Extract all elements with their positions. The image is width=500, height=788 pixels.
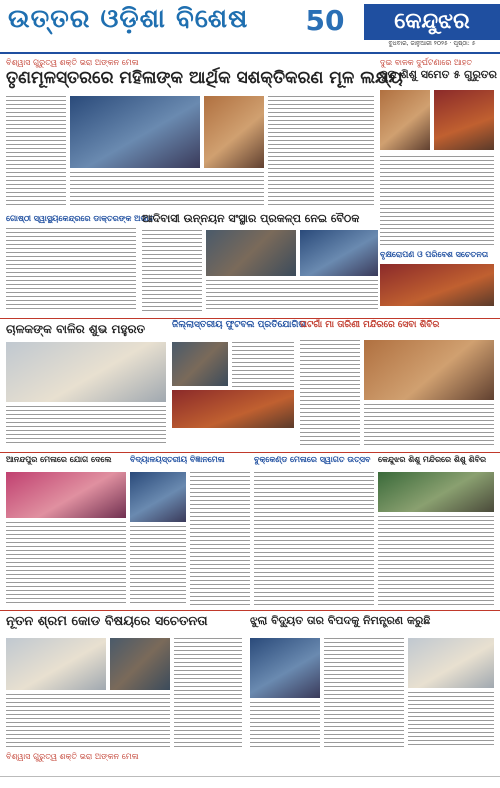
mid-photo-hall bbox=[300, 230, 378, 276]
dateline: ବୁଧବାର, ଜାନୁଆରୀ ୨୦୨୫ · ପୃଷ୍ଠା: ୫ bbox=[388, 40, 476, 47]
bottom-body1b bbox=[174, 638, 242, 748]
row3-body2b bbox=[130, 526, 186, 606]
bottom-body2 bbox=[324, 638, 404, 748]
lead-body-col2 bbox=[70, 172, 264, 208]
right-kicker: ଦୁଇ ବାଳକ ଦୁର୍ଘଟଣାରେ ଆହତ bbox=[380, 58, 473, 67]
lead-headline: ତୃଣମୂଳସ୍ତରରେ ମହିଳାଙ୍କ ଆର୍ଥିକ ସଶକ୍ତିକରଣ ମୂଳ ଲକ୍ଷ୍ୟ bbox=[6, 68, 403, 88]
row3-headline3: ବୁକ୍‌କେଣ୍ଡ ମେଳାରେ ସ୍ୱାଗତ ଉତ୍ସବ bbox=[254, 455, 371, 464]
band-photo-football bbox=[172, 342, 228, 386]
band-headline2: ଜିଲ୍ଲାସ୍ତରୀୟ ଫୁଟବଲ ପ୍ରତିଯୋଗିତା bbox=[172, 320, 306, 330]
row3-body1 bbox=[6, 522, 126, 606]
anniversary-logo: 50 bbox=[305, 4, 345, 37]
bottom-photo-meeting bbox=[110, 638, 170, 690]
left-headline2: ଗୋଷ୍ଠୀ ସ୍ୱାସ୍ଥ୍ୟକେନ୍ଦ୍ରରେ ଡାକ୍ତରଙ୍କ ଅଭାବ bbox=[6, 214, 155, 223]
row3-photo-fair bbox=[6, 472, 126, 518]
lead-body-col1 bbox=[6, 96, 66, 208]
row3-body4 bbox=[378, 516, 494, 606]
band-headline1: ଚାଳକଙ୍କ ବାଳିର ଶୁଭ ମହୁରତ bbox=[6, 322, 146, 336]
row3-body2 bbox=[190, 472, 250, 606]
band-headline3: ଘଟଗାଁ ମା ତାରିଣୀ ମନ୍ଦିରରେ ସେବା ଶିବିର bbox=[300, 320, 440, 330]
mid-body2b bbox=[206, 280, 378, 312]
left-body2 bbox=[6, 228, 136, 312]
section-title: ଉତ୍ତର ଓଡ଼ିଶା ବିଶେଷ bbox=[8, 4, 249, 34]
bottom-headline1: ନୂତନ ଶ୍ରମ କୋଡ ବିଷୟରେ ସଚେତନତା bbox=[6, 614, 208, 629]
right-photo-monk bbox=[380, 90, 430, 150]
band-photo-field bbox=[172, 390, 294, 428]
right-photo-group bbox=[380, 264, 494, 306]
row3-rule bbox=[0, 452, 500, 453]
right-headline2: ବୃକ୍ଷରୋପଣ ଓ ପରିବେଶ ସଚେତନତା bbox=[380, 250, 489, 259]
bottom-kicker: ବିଶ୍ୱାସ ଗୁରୁତ୍ୱ ଶକ୍ତି ଭରା ଅଙ୍କନ ମେଳା bbox=[6, 752, 139, 761]
row3-headline2: ବିଦ୍ୟାଳୟସ୍ତରୀୟ ବିଜ୍ଞାନମେଳା bbox=[130, 455, 225, 464]
lead-photo-stage bbox=[70, 96, 200, 168]
row3-headline4: କେନ୍ଦୁଝର ଶିଶୁ ମନ୍ଦିରରେ ଶିଶୁ ଶିବିର bbox=[378, 455, 487, 464]
mid-photo-meeting bbox=[206, 230, 296, 276]
bottom-photo-wires bbox=[250, 638, 320, 698]
band-body3 bbox=[300, 340, 360, 448]
bottom-photo-poles bbox=[408, 638, 494, 688]
masthead-rule bbox=[0, 52, 500, 54]
district-name: କେନ୍ଦୁଝର bbox=[364, 4, 500, 40]
footer-rule bbox=[0, 776, 500, 777]
bottom-body2c bbox=[408, 692, 494, 748]
right-photo-children bbox=[434, 90, 494, 150]
bottom-photo-workers bbox=[6, 638, 106, 690]
bottom-headline2: ଝୁଲା ବିଦ୍ୟୁତ ତାର ବିପଦକୁ ନିମନ୍ତ୍ରଣ କରୁଛି bbox=[250, 614, 431, 627]
bottom-body2b bbox=[250, 702, 320, 748]
band-body3b bbox=[364, 404, 494, 448]
mid-body2 bbox=[142, 230, 202, 312]
band-photo-temple bbox=[364, 340, 494, 400]
page-number: ପୃଷ୍ଠା: ୫ bbox=[453, 40, 476, 47]
band-photo-award bbox=[6, 342, 166, 402]
row3-photo-camp bbox=[378, 472, 494, 512]
lead-body-col3 bbox=[268, 96, 374, 208]
band-body1 bbox=[6, 406, 166, 446]
right-headline: ଦୁଇ ଶିଶୁ ସମେତ ୫ ଗୁରୁତର bbox=[380, 68, 497, 81]
mid-headline2: ଆଦିବାସୀ ଉନ୍ନୟନ ସଂସ୍ଥାର ପ୍ରକଳ୍ପ ନେଇ ବୈଠକ bbox=[142, 212, 360, 225]
right-body bbox=[380, 156, 494, 246]
bottom-rule bbox=[0, 610, 500, 611]
date-text: ବୁଧବାର, ଜାନୁଆରୀ ୨୦୨୫ bbox=[388, 40, 448, 47]
band-rule bbox=[0, 318, 500, 319]
lead-kicker: ବିଶ୍ୱାସ ଗୁରୁତ୍ୱ ଶକ୍ତି ଭରା ଅଙ୍କନ ମେଳା bbox=[6, 58, 139, 67]
bottom-body1 bbox=[6, 694, 170, 748]
row3-headline1: ଆନନ୍ଦପୁର ମେଳାରେ ଯୋଗ ଦେଲେ bbox=[6, 455, 112, 464]
row3-body3 bbox=[254, 472, 374, 606]
row3-photo-science bbox=[130, 472, 186, 522]
lead-photo-women bbox=[204, 96, 264, 168]
